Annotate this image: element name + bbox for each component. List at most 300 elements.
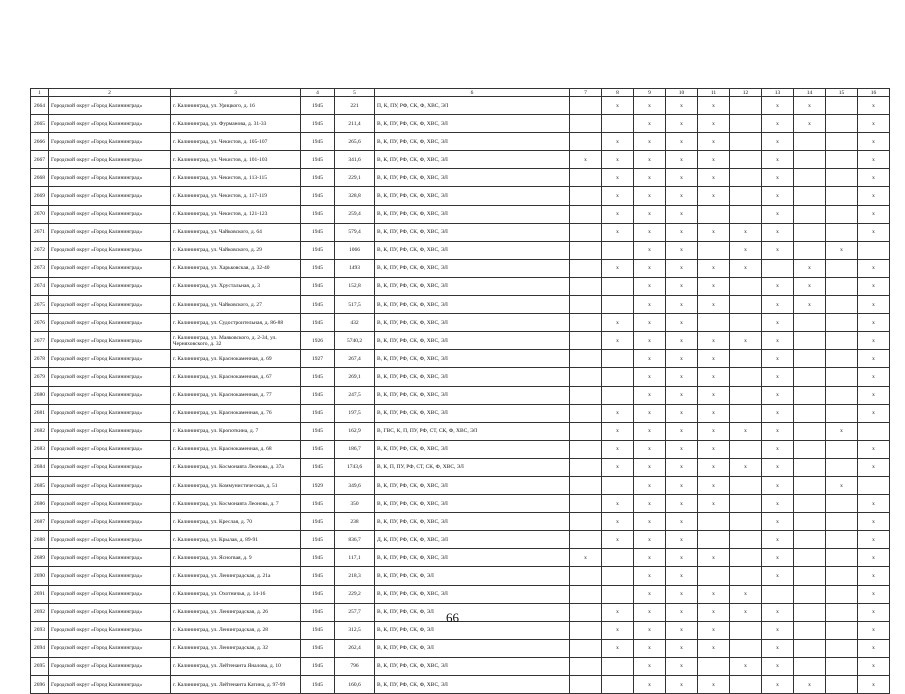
work-col-16-cell: х [858,205,890,223]
work-col-10-cell: х [666,368,698,386]
municipality-cell: Городской округ «Город Калининград» [49,151,171,169]
area-cell: 259,4 [335,205,375,223]
work-col-9-cell: х [634,205,666,223]
work-col-15-cell [826,332,858,350]
work-col-9-cell: х [634,676,666,694]
work-col-12-cell [730,386,762,404]
address-cell: г. Калининград, ул. Чекистов, д. 105-107 [171,133,301,151]
area-cell: 5740,2 [335,332,375,350]
work-col-14-cell [794,169,826,187]
area-cell: 160,6 [335,676,375,694]
municipality-cell: Городской округ «Город Калининград» [49,549,171,567]
systems-cell: В, К, ПУ, РФ, СК, Ф, ХВС, ЭЛ [375,151,570,169]
systems-cell: В, К, ПУ, РФ, СК, Ф, ЭЛ [375,621,570,639]
address-cell: г. Калининград, ул. Ленинградская, д. 28 [171,621,301,639]
table-row [31,386,890,404]
work-col-10-cell: х [666,621,698,639]
work-col-13-cell: х [762,115,794,133]
work-col-8-cell [602,115,634,133]
municipality-cell: Городской округ «Город Калининград» [49,422,171,440]
row-number-cell: 2693 [31,621,49,639]
work-col-12-cell [730,531,762,549]
work-col-8-cell [602,368,634,386]
work-col-13-cell: х [762,567,794,585]
work-col-11-cell: х [698,332,730,350]
address-cell: г. Калининград, ул. Хрустальная, д. 3 [171,277,301,295]
header-cell: 7 [570,89,602,97]
work-col-8-cell [602,277,634,295]
work-col-9-cell: х [634,549,666,567]
table-row [31,97,890,115]
work-col-11-cell: х [698,187,730,205]
address-cell: г. Калининград, ул. Урицкого, д. 16 [171,97,301,115]
work-col-13-cell: х [762,513,794,531]
work-col-10-cell: х [666,585,698,603]
systems-cell: В, К, ПУ, РФ, СК, Ф, ХВС, ЭЛ [375,259,570,277]
area-cell: 267,4 [335,350,375,368]
address-cell: г. Калининград, ул. Чекистов, д. 113-115 [171,169,301,187]
header-cell: 13 [762,89,794,97]
work-col-11-cell: х [698,621,730,639]
work-col-9-cell: х [634,404,666,422]
table-row [31,350,890,368]
work-col-16-cell: х [858,458,890,476]
address-cell: г. Калининград, ул. Коммунистическая, д. 51 [171,476,301,494]
table-row [31,368,890,386]
work-col-12-cell [730,567,762,585]
work-col-13-cell: х [762,368,794,386]
work-col-7-cell: х [570,549,602,567]
municipality-cell: Городской округ «Город Калининград» [49,332,171,350]
work-col-12-cell: х [730,223,762,241]
municipality-cell: Городской округ «Город Калининград» [49,513,171,531]
work-col-16-cell: х [858,223,890,241]
work-col-10-cell: х [666,495,698,513]
systems-cell: В, К, ПУ, РФ, СК, Ф, ХВС, ЭЛ [375,440,570,458]
work-col-8-cell: х [602,133,634,151]
address-cell: г. Калининград, ул. Краснокаменная, д. 69 [171,350,301,368]
year-cell: 1945 [301,314,335,332]
work-col-13-cell: х [762,657,794,675]
year-cell: 1945 [301,386,335,404]
row-number-cell: 2680 [31,386,49,404]
work-col-10-cell: х [666,205,698,223]
municipality-cell: Городской округ «Город Калининград» [49,404,171,422]
table-row [31,169,890,187]
work-col-9-cell: х [634,639,666,657]
work-col-8-cell: х [602,205,634,223]
area-cell: 221 [335,97,375,115]
work-col-10-cell: х [666,314,698,332]
systems-cell: В, К, ПУ, РФ, СК, Ф, ЭЛ [375,603,570,621]
year-cell: 1945 [301,187,335,205]
work-col-16-cell: х [858,187,890,205]
municipality-cell: Городской округ «Город Калининград» [49,639,171,657]
year-cell: 1945 [301,205,335,223]
work-col-14-cell [794,368,826,386]
work-col-15-cell [826,133,858,151]
area-cell: 1066 [335,241,375,259]
work-col-7-cell [570,386,602,404]
municipality-cell: Городской округ «Город Калининград» [49,368,171,386]
work-col-10-cell: х [666,133,698,151]
work-col-9-cell: х [634,97,666,115]
work-col-13-cell: х [762,676,794,694]
work-col-14-cell [794,476,826,494]
work-col-9-cell: х [634,223,666,241]
work-col-14-cell: х [794,296,826,314]
work-col-14-cell [794,495,826,513]
work-col-8-cell: х [602,495,634,513]
work-col-10-cell: х [666,422,698,440]
municipality-cell: Городской округ «Город Калининград» [49,676,171,694]
area-cell: 162,9 [335,422,375,440]
work-col-7-cell [570,169,602,187]
address-cell: г. Калининград, ул. Лейтенанта Катина, д. 97-99 [171,676,301,694]
work-col-9-cell: х [634,386,666,404]
work-col-14-cell [794,241,826,259]
work-col-13-cell: х [762,495,794,513]
work-col-16-cell: х [858,440,890,458]
work-col-9-cell: х [634,531,666,549]
work-col-15-cell [826,368,858,386]
work-col-13-cell: х [762,151,794,169]
work-col-12-cell [730,277,762,295]
work-col-15-cell [826,205,858,223]
work-col-16-cell: х [858,169,890,187]
year-cell: 1945 [301,422,335,440]
table-row [31,205,890,223]
year-cell: 1945 [301,603,335,621]
area-cell: 186,7 [335,440,375,458]
table-row [31,296,890,314]
work-col-10-cell: х [666,440,698,458]
table-row [31,531,890,549]
work-col-10-cell: х [666,567,698,585]
systems-cell: В, К, ПУ, РФ, СК, Ф, ХВС, ЭЛ [375,241,570,259]
work-col-11-cell: х [698,422,730,440]
systems-cell: В, К, ПУ, РФ, СК, Ф, ХВС, ЭЛ [375,187,570,205]
work-col-15-cell [826,151,858,169]
work-col-10-cell: х [666,404,698,422]
work-col-12-cell [730,151,762,169]
systems-cell: Д, К, ПУ, РФ, СК, Ф, ХВС, ЭЛ [375,531,570,549]
work-col-12-cell: х [730,259,762,277]
work-col-11-cell [698,531,730,549]
municipality-cell: Городской округ «Город Калининград» [49,657,171,675]
table-row [31,549,890,567]
work-col-9-cell: х [634,241,666,259]
work-col-12-cell [730,115,762,133]
work-col-9-cell: х [634,277,666,295]
work-col-7-cell [570,585,602,603]
row-number-cell: 2665 [31,115,49,133]
row-number-cell: 2689 [31,549,49,567]
work-col-11-cell: х [698,350,730,368]
work-col-10-cell: х [666,676,698,694]
work-col-7-cell [570,476,602,494]
header-cell: 1 [31,89,49,97]
year-cell: 1945 [301,368,335,386]
work-col-8-cell [602,567,634,585]
table-row [31,133,890,151]
work-col-7-cell [570,368,602,386]
work-col-10-cell: х [666,223,698,241]
work-col-11-cell: х [698,259,730,277]
year-cell: 1945 [301,440,335,458]
row-number-cell: 2685 [31,476,49,494]
area-cell: 836,7 [335,531,375,549]
work-col-11-cell [698,657,730,675]
work-col-12-cell [730,205,762,223]
work-col-11-cell: х [698,223,730,241]
municipality-cell: Городской округ «Город Калининград» [49,296,171,314]
row-number-cell: 2684 [31,458,49,476]
work-col-12-cell [730,314,762,332]
table-row [31,585,890,603]
work-col-11-cell: х [698,368,730,386]
row-number-cell: 2668 [31,169,49,187]
table-row [31,115,890,133]
municipality-cell: Городской округ «Город Калининград» [49,567,171,585]
row-number-cell: 2672 [31,241,49,259]
work-col-9-cell: х [634,603,666,621]
area-cell: 432 [335,314,375,332]
work-col-16-cell: х [858,495,890,513]
systems-cell: В, К, ПУ, РФ, СК, Ф, ЭЛ [375,639,570,657]
work-col-9-cell: х [634,350,666,368]
work-col-12-cell [730,350,762,368]
work-col-7-cell [570,495,602,513]
year-cell: 1945 [301,151,335,169]
address-cell: г. Калининград, ул. Ленинградская, д. 26 [171,603,301,621]
work-col-12-cell [730,404,762,422]
work-col-13-cell: х [762,422,794,440]
municipality-cell: Городской округ «Город Калининград» [49,115,171,133]
work-col-16-cell: х [858,567,890,585]
work-col-15-cell: х [826,241,858,259]
year-cell: 1945 [301,676,335,694]
year-cell: 1945 [301,513,335,531]
systems-cell: В, К, ПУ, РФ, СК, Ф, ХВС, ЭЛ [375,169,570,187]
year-cell: 1945 [301,404,335,422]
work-col-9-cell: х [634,296,666,314]
row-number-cell: 2676 [31,314,49,332]
work-col-13-cell: х [762,621,794,639]
work-col-14-cell [794,422,826,440]
row-number-cell: 2679 [31,368,49,386]
area-cell: 328,8 [335,187,375,205]
work-col-14-cell [794,350,826,368]
work-col-7-cell [570,259,602,277]
work-col-13-cell: х [762,639,794,657]
work-col-12-cell [730,97,762,115]
work-col-16-cell [858,476,890,494]
area-cell: 341,6 [335,151,375,169]
work-col-14-cell [794,585,826,603]
work-col-11-cell: х [698,458,730,476]
work-col-13-cell: х [762,603,794,621]
address-cell: г. Калининград, ул. Краснокаменная, д. 68 [171,440,301,458]
work-col-10-cell: х [666,187,698,205]
work-col-13-cell: х [762,296,794,314]
systems-cell: В, К, ПУ, РФ, СК, Ф, ХВС, ЭЛ [375,277,570,295]
row-number-cell: 2671 [31,223,49,241]
area-cell: 229,1 [335,169,375,187]
work-col-10-cell: х [666,115,698,133]
work-col-8-cell [602,386,634,404]
work-col-12-cell [730,513,762,531]
municipality-cell: Городской округ «Город Калининград» [49,133,171,151]
work-col-15-cell [826,296,858,314]
area-cell: 579,4 [335,223,375,241]
systems-cell: П, К, ПУ, РФ, СК, Ф, ХВС, ЭЛ [375,97,570,115]
work-col-12-cell: х [730,422,762,440]
work-col-13-cell: х [762,314,794,332]
header-cell: 11 [698,89,730,97]
work-col-15-cell [826,115,858,133]
header-cell: 2 [49,89,171,97]
work-col-7-cell [570,314,602,332]
work-col-11-cell: х [698,404,730,422]
work-col-14-cell [794,567,826,585]
work-col-15-cell: х [826,476,858,494]
table-row [31,676,890,694]
header-cell: 4 [301,89,335,97]
row-number-cell: 2692 [31,603,49,621]
work-col-9-cell: х [634,476,666,494]
work-col-12-cell [730,296,762,314]
work-col-16-cell: х [858,531,890,549]
table-row [31,458,890,476]
row-number-cell: 2677 [31,332,49,350]
work-col-11-cell: х [698,549,730,567]
work-col-15-cell [826,639,858,657]
work-col-16-cell: х [858,657,890,675]
work-col-7-cell [570,97,602,115]
area-cell: 349,6 [335,476,375,494]
work-col-14-cell [794,314,826,332]
address-cell: г. Калининград, ул. Чекистов, д. 117-119 [171,187,301,205]
work-col-9-cell: х [634,151,666,169]
header-cell: 5 [335,89,375,97]
work-col-12-cell: х [730,332,762,350]
address-cell: г. Калининград, ул. Чайковского, д. 27 [171,296,301,314]
address-cell: г. Калининград, ул. Краснокаменная, д. 76 [171,404,301,422]
work-col-11-cell: х [698,585,730,603]
work-col-9-cell: х [634,169,666,187]
work-col-14-cell [794,458,826,476]
work-col-8-cell: х [602,531,634,549]
work-col-11-cell: х [698,495,730,513]
municipality-cell: Городской округ «Город Калининград» [49,495,171,513]
year-cell: 1945 [301,133,335,151]
address-cell: г. Калининград, ул. Судостроительная, д. 86-88 [171,314,301,332]
work-col-13-cell: х [762,241,794,259]
work-col-11-cell: х [698,133,730,151]
area-cell: 1743,6 [335,458,375,476]
work-col-8-cell: х [602,151,634,169]
work-col-11-cell: х [698,277,730,295]
row-number-cell: 2686 [31,495,49,513]
address-cell: г. Калининград, ул. Краснокаменная, д. 67 [171,368,301,386]
work-col-12-cell [730,133,762,151]
work-col-10-cell: х [666,97,698,115]
table-row [31,440,890,458]
work-col-7-cell [570,567,602,585]
area-cell: 312,5 [335,621,375,639]
work-col-16-cell: х [858,513,890,531]
address-cell: г. Калининград, ул. Ленинградская, д. 32 [171,639,301,657]
work-col-8-cell: х [602,314,634,332]
work-col-11-cell [698,314,730,332]
work-col-13-cell: х [762,350,794,368]
systems-cell: В, К, ПУ, РФ, СК, Ф, ЭЛ [375,567,570,585]
work-col-8-cell: х [602,458,634,476]
work-col-10-cell: х [666,458,698,476]
municipality-cell: Городской округ «Город Калининград» [49,187,171,205]
work-col-7-cell: х [570,151,602,169]
row-number-cell: 2674 [31,277,49,295]
municipality-cell: Городской округ «Город Калининград» [49,169,171,187]
address-cell: г. Калининград, ул. Космонавта Леонова, д. 7 [171,495,301,513]
work-col-14-cell: х [794,277,826,295]
work-col-16-cell: х [858,368,890,386]
systems-cell: В, К, ПУ, РФ, СК, Ф, ХВС, ЭЛ [375,314,570,332]
work-col-11-cell: х [698,115,730,133]
work-col-8-cell: х [602,440,634,458]
work-col-10-cell: х [666,549,698,567]
year-cell: 1945 [301,639,335,657]
year-cell: 1945 [301,531,335,549]
work-col-15-cell [826,223,858,241]
address-cell: г. Калининград, ул. Креслая, д. 70 [171,513,301,531]
work-col-13-cell: х [762,277,794,295]
work-col-8-cell: х [602,422,634,440]
work-col-14-cell: х [794,259,826,277]
work-col-16-cell: х [858,386,890,404]
row-number-cell: 2687 [31,513,49,531]
work-col-13-cell: х [762,476,794,494]
work-col-7-cell [570,531,602,549]
systems-cell: В, К, ПУ, РФ, СК, Ф, ХВС, ЭЛ [375,476,570,494]
address-cell: г. Калининград, ул. Чайковского, д. 29 [171,241,301,259]
area-cell: 197,5 [335,404,375,422]
work-col-11-cell: х [698,676,730,694]
work-col-7-cell [570,422,602,440]
work-col-15-cell: х [826,422,858,440]
work-col-12-cell: х [730,458,762,476]
row-number-cell: 2670 [31,205,49,223]
municipality-cell: Городской округ «Город Калининград» [49,386,171,404]
work-col-10-cell: х [666,151,698,169]
year-cell: 1945 [301,567,335,585]
systems-cell: В, К, ПУ, РФ, СК, Ф, ХВС, ЭЛ [375,133,570,151]
work-col-14-cell: х [794,97,826,115]
work-col-16-cell: х [858,676,890,694]
work-col-13-cell: х [762,133,794,151]
year-cell: 1945 [301,241,335,259]
year-cell: 1927 [301,350,335,368]
work-col-10-cell: х [666,350,698,368]
work-col-10-cell: х [666,241,698,259]
year-cell: 1945 [301,115,335,133]
area-cell: 796 [335,657,375,675]
row-number-cell: 2669 [31,187,49,205]
address-cell: г. Калининград, ул. Чекистов, д. 121-123 [171,205,301,223]
table-row [31,259,890,277]
work-col-15-cell [826,314,858,332]
